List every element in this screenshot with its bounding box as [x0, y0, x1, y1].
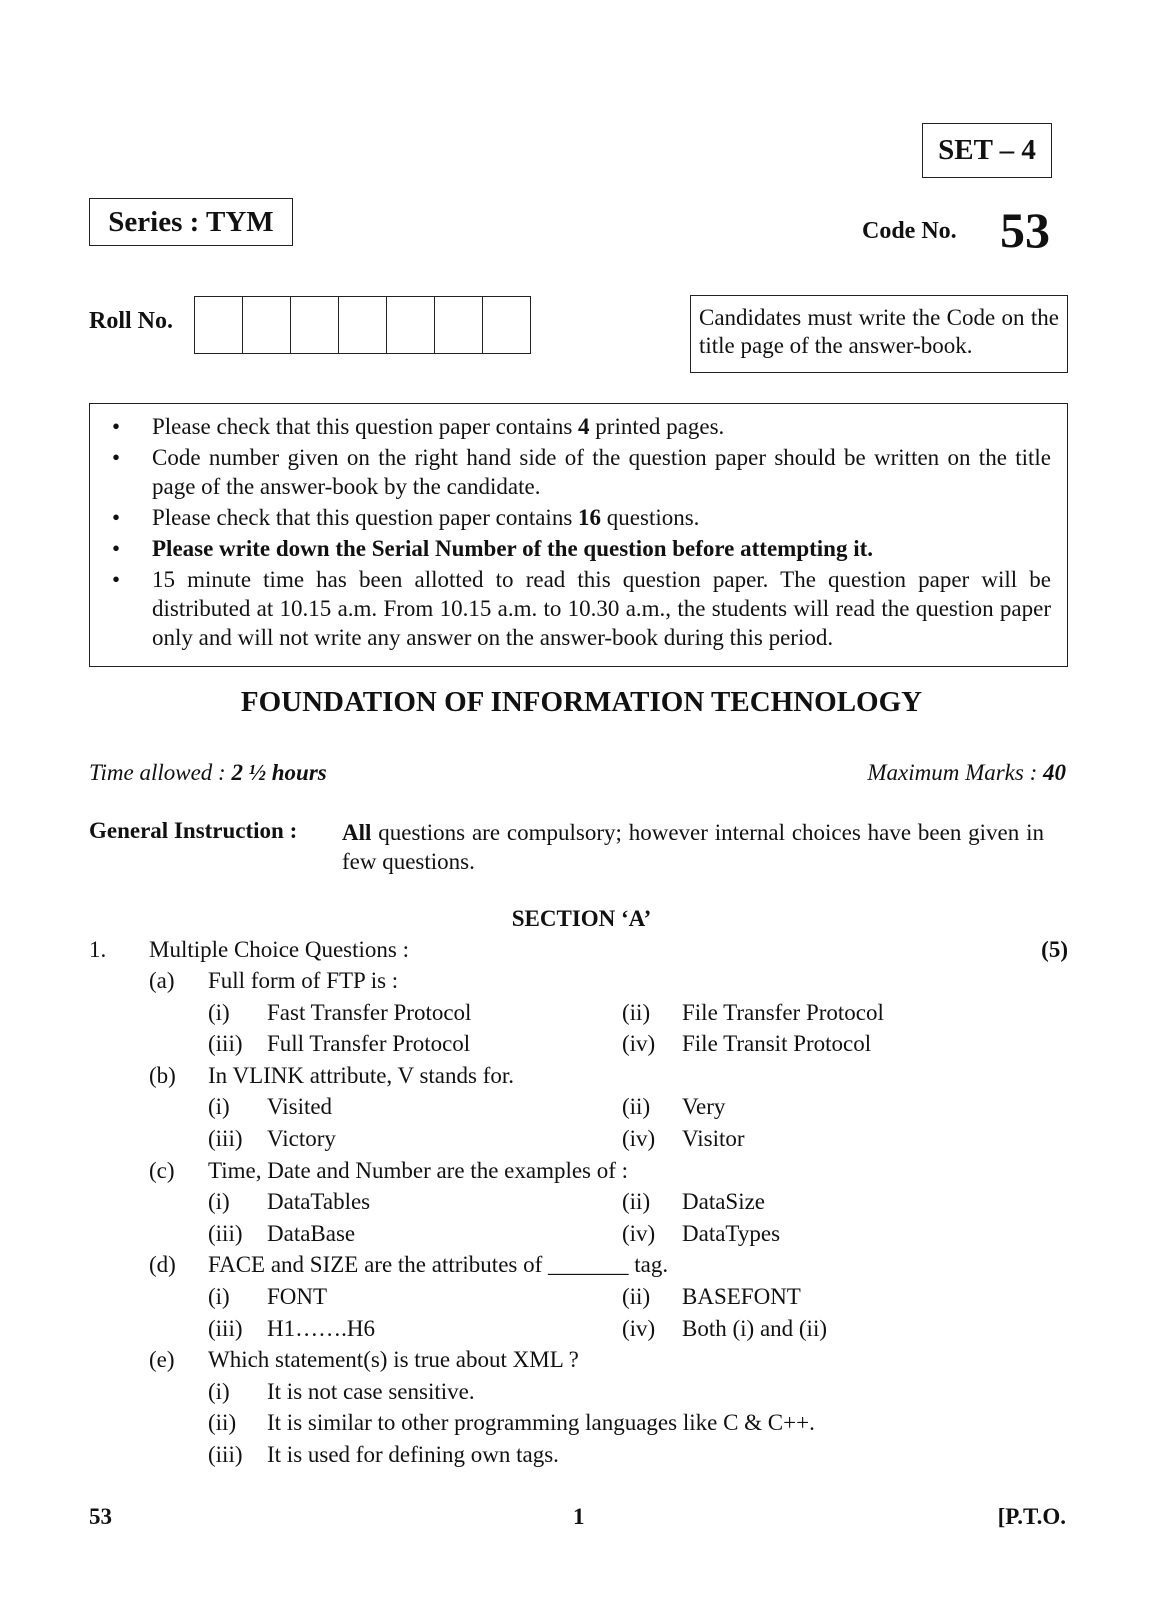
roll-number-cell [387, 297, 435, 353]
question-title: Multiple Choice Questions : [149, 937, 410, 962]
part-question: Full form of FTP is : [208, 968, 399, 993]
option-text: Fast Transfer Protocol [267, 999, 472, 1025]
option-text: DataTables [267, 1189, 371, 1215]
time-label: Time allowed : [89, 760, 232, 785]
general-instruction-label: General Instruction : [89, 818, 298, 843]
instructions-box [89, 403, 1068, 667]
option-text: DataBase [267, 1220, 356, 1246]
option-text: File Transit Protocol [682, 1031, 872, 1057]
bullet-icon: • [112, 414, 121, 439]
option-text: Very [682, 1094, 726, 1120]
page-number: 1 [573, 1504, 585, 1529]
option-text: Victory [267, 1126, 336, 1151]
statement-number: (iii) [208, 1442, 243, 1467]
instruction-item [108, 412, 1051, 441]
statement-text: It is similar to other programming languages like C & C++. [267, 1410, 815, 1436]
roll-number-cell [243, 297, 291, 353]
part-label: (a) [149, 968, 175, 993]
series-label: Series : TYM [89, 198, 293, 246]
roll-number-cell [291, 297, 339, 353]
general-instruction-text [342, 818, 1044, 876]
option-text: BASEFONT [682, 1284, 801, 1309]
option-number: (i) [208, 1094, 230, 1120]
instruction-item [108, 443, 1051, 501]
roll-number-cell [339, 297, 387, 353]
option-number: (iv) [622, 1031, 656, 1057]
instruction-text: Please check that this question paper contains [152, 414, 579, 439]
part-label: (d) [149, 1252, 176, 1278]
time-allowed [89, 760, 327, 786]
roll-number-cell [195, 297, 243, 353]
option-number: (i) [208, 1284, 230, 1309]
statement-text: It is not case sensitive. [267, 1378, 475, 1404]
roll-number-boxes [194, 296, 531, 354]
option-number: (iv) [622, 1220, 656, 1246]
part-question: Which statement(s) is true about XML ? [208, 1347, 579, 1373]
option-text: Visited [267, 1094, 333, 1120]
section-heading: SECTION ‘A’ [511, 906, 652, 931]
part-label: (e) [149, 1347, 175, 1373]
instruction-text-end: questions. [601, 505, 700, 530]
code-label: Code No. [862, 218, 957, 244]
option-number: (iii) [208, 1126, 243, 1151]
option-text: DataTypes [682, 1220, 781, 1246]
part-question: FACE and SIZE are the attributes of _______ tag. [208, 1252, 669, 1278]
instruction-item [108, 534, 1051, 563]
option-number: (i) [208, 999, 230, 1025]
option-number: (ii) [622, 1094, 651, 1120]
question-number: 1. [89, 937, 107, 962]
option-number: (ii) [622, 1189, 651, 1215]
code-number: 53 [1000, 202, 1050, 258]
roll-number-cell [435, 297, 483, 353]
instruction-text-end: printed pages. [589, 414, 725, 439]
instruction-bold-text: Please write down the Serial Number of the question before attempting it. [152, 536, 874, 561]
marks-label: Maximum Marks : [867, 760, 1043, 785]
instruction-bold-text: 16 [578, 505, 602, 530]
instruction-item [108, 503, 1051, 532]
set-label: SET – 4 [922, 123, 1052, 178]
marks-value: 40 [1043, 760, 1066, 785]
maximum-marks [867, 760, 1066, 786]
option-number: (ii) [622, 999, 651, 1025]
part-label: (b) [149, 1062, 176, 1088]
instruction-bold-text: 4 [578, 414, 590, 439]
bullet-icon: • [112, 445, 121, 470]
option-number: (i) [208, 1189, 230, 1215]
option-number: (iv) [622, 1315, 656, 1341]
candidate-note: Candidates must write the Code on the title page of the answer-book. [690, 295, 1068, 373]
instruction-text: 15 minute time has been allotted to read this question paper. The question paper will be distributed at 10.15 a.m. From 10.15 a.m. to 10.30 a.m., the students will read the question paper only and will not write any answer on the answer-book during this period. [152, 567, 1051, 650]
statement-number: (ii) [208, 1410, 237, 1436]
bullet-icon: • [112, 536, 121, 561]
statement-text: It is used for defining own tags. [267, 1442, 559, 1467]
option-text: DataSize [682, 1189, 766, 1215]
roll-number-label: Roll No. [89, 308, 173, 334]
option-number: (iii) [208, 1315, 243, 1341]
option-text: H1…….H6 [267, 1315, 375, 1341]
question-marks: (5) [1041, 937, 1068, 962]
instruction-text: Please check that this question paper contains [152, 505, 579, 530]
footer-pto: [P.T.O. [997, 1504, 1066, 1529]
part-question: In VLINK attribute, V stands for. [208, 1062, 514, 1088]
option-text: File Transfer Protocol [682, 999, 884, 1025]
option-number: (ii) [622, 1284, 651, 1309]
part-question: Time, Date and Number are the examples of : [208, 1157, 629, 1183]
option-number: (iii) [208, 1220, 243, 1246]
roll-number-cell [483, 297, 531, 353]
statement-number: (i) [208, 1378, 230, 1404]
time-value: 2 ½ hours [231, 760, 327, 785]
instruction-item [108, 565, 1051, 652]
option-number: (iii) [208, 1031, 243, 1057]
bullet-icon: • [112, 567, 121, 592]
paper-title: FOUNDATION OF INFORMATION TECHNOLOGY [240, 686, 923, 718]
option-text: Visitor [682, 1126, 745, 1151]
option-text: Full Transfer Protocol [267, 1031, 471, 1057]
instructions-list [108, 412, 1051, 652]
general-instruction-bold: All [342, 820, 372, 845]
part-label: (c) [149, 1157, 175, 1183]
bullet-icon: • [112, 505, 121, 530]
instruction-text: Code number given on the right hand side of the question paper should be written on the title page of the answer-book by the candidate. [152, 445, 1051, 499]
footer-code: 53 [89, 1504, 112, 1529]
option-text: FONT [267, 1284, 328, 1309]
option-number: (iv) [622, 1126, 656, 1151]
general-instruction-body: questions are compulsory; however internal choices have been given in few questions. [342, 820, 1044, 874]
option-text: Both (i) and (ii) [682, 1315, 827, 1341]
